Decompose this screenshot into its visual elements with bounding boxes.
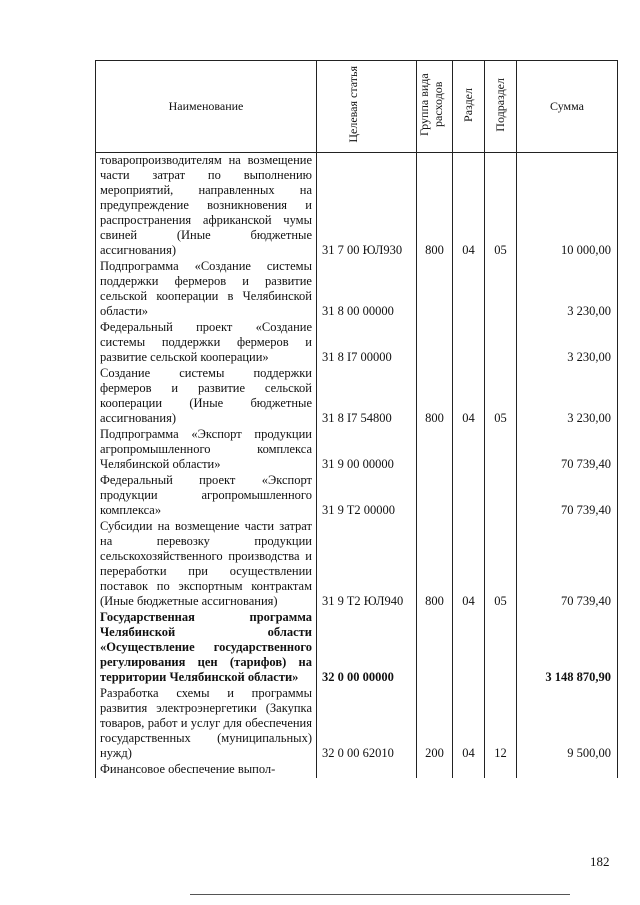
bottom-rule [190, 894, 570, 895]
row-group-cell: 800 [417, 153, 453, 260]
row-code-cell: 32 0 00 00000 [317, 610, 417, 686]
table-header [96, 61, 618, 153]
row-name-cell: Субсидии на возмещение части затрат на перевозку продукции сельскохозяйственного производства и переработки при осуществлении поставок по экспортным контрактам (Иные бюджетные ассигнования) [96, 519, 317, 610]
table-row [96, 473, 618, 519]
header-section: Раздел [453, 61, 485, 153]
row-name-cell: Федеральный проект «Экспорт продукции агропромышленного комплекса» [96, 473, 317, 519]
row-sum-cell: 3 230,00 [517, 259, 618, 320]
row-section-cell: 04 [453, 686, 485, 762]
row-subsection-cell [485, 427, 517, 473]
row-subsection-cell [485, 762, 517, 778]
row-section-cell [453, 320, 485, 366]
row-name-cell: Финансовое обеспечение выпол- [96, 762, 317, 778]
table-row [96, 610, 618, 686]
row-section-cell: 04 [453, 153, 485, 260]
row-name-cell: Федеральный проект «Создание системы поддержки фермеров и развитие сельской кооперации» [96, 320, 317, 366]
row-section-cell [453, 762, 485, 778]
row-code-cell: 31 9 00 00000 [317, 427, 417, 473]
row-group-cell: 800 [417, 366, 453, 427]
row-name-cell: товаропроизводителям на возмещение части затрат по выполнению мероприятий, направленных на предупреждение возникновения и распространения африканской чумы свиней (Иные бюджетные ассигнования) [96, 153, 317, 260]
row-sum-cell: 70 739,40 [517, 473, 618, 519]
row-group-cell [417, 259, 453, 320]
row-code-cell [317, 762, 417, 778]
row-sum-cell: 70 739,40 [517, 427, 618, 473]
row-sum-cell: 70 739,40 [517, 519, 618, 610]
row-group-cell [417, 762, 453, 778]
row-section-cell: 04 [453, 519, 485, 610]
row-code-cell: 31 9 T2 ЮЛ940 [317, 519, 417, 610]
row-sum-cell: 3 148 870,90 [517, 610, 618, 686]
row-sum-cell [517, 762, 618, 778]
header-subsection: Подраздел [485, 61, 517, 153]
row-sum-cell: 3 230,00 [517, 320, 618, 366]
table-row [96, 153, 618, 260]
table-row [96, 259, 618, 320]
row-subsection-cell: 12 [485, 686, 517, 762]
row-group-cell [417, 427, 453, 473]
row-code-cell: 31 8 I7 54800 [317, 366, 417, 427]
row-subsection-cell [485, 610, 517, 686]
header-target: Целевая статья [317, 61, 417, 153]
row-group-cell: 200 [417, 686, 453, 762]
row-group-cell [417, 473, 453, 519]
row-subsection-cell: 05 [485, 153, 517, 260]
row-section-cell [453, 427, 485, 473]
row-code-cell: 32 0 00 62010 [317, 686, 417, 762]
row-code-cell: 31 9 T2 00000 [317, 473, 417, 519]
budget-table [95, 60, 618, 778]
row-code-cell: 31 8 I7 00000 [317, 320, 417, 366]
row-sum-cell: 9 500,00 [517, 686, 618, 762]
row-group-cell [417, 610, 453, 686]
table-row [96, 519, 618, 610]
header-name: Наименование [96, 61, 317, 153]
row-section-cell [453, 259, 485, 320]
row-group-cell [417, 320, 453, 366]
table-row [96, 427, 618, 473]
row-code-cell: 31 8 00 00000 [317, 259, 417, 320]
row-code-cell: 31 7 00 ЮЛ930 [317, 153, 417, 260]
row-subsection-cell: 05 [485, 519, 517, 610]
table-body [96, 153, 618, 779]
row-section-cell [453, 473, 485, 519]
row-subsection-cell: 05 [485, 366, 517, 427]
row-group-cell: 800 [417, 519, 453, 610]
table-row [96, 320, 618, 366]
row-name-cell: Государственная программа Челябинской области «Осуществление государственного регулирования цен (тарифов) на территории Челябинской области» [96, 610, 317, 686]
row-name-cell: Подпрограмма «Экспорт продукции агропромышленного комплекса Челябинской области» [96, 427, 317, 473]
table-row [96, 762, 618, 778]
row-name-cell: Подпрограмма «Создание системы поддержки фермеров и развитие сельской кооперации в Челябинской области» [96, 259, 317, 320]
row-subsection-cell [485, 259, 517, 320]
row-subsection-cell [485, 473, 517, 519]
row-sum-cell: 3 230,00 [517, 366, 618, 427]
row-sum-cell: 10 000,00 [517, 153, 618, 260]
header-sum: Сумма [517, 61, 618, 153]
row-section-cell [453, 610, 485, 686]
page-number: 182 [590, 854, 610, 869]
row-subsection-cell [485, 320, 517, 366]
table-row [96, 366, 618, 427]
row-section-cell: 04 [453, 366, 485, 427]
table-row [96, 686, 618, 762]
row-name-cell: Разработка схемы и программы развития электроэнергетики (Закупка товаров, работ и услуг для обеспечения государственных (муниципальных) нужд) [96, 686, 317, 762]
row-name-cell: Создание системы поддержки фермеров и развитие сельской кооперации (Иные бюджетные ассигнования) [96, 366, 317, 427]
header-group: Группа вида расходов [417, 61, 453, 153]
